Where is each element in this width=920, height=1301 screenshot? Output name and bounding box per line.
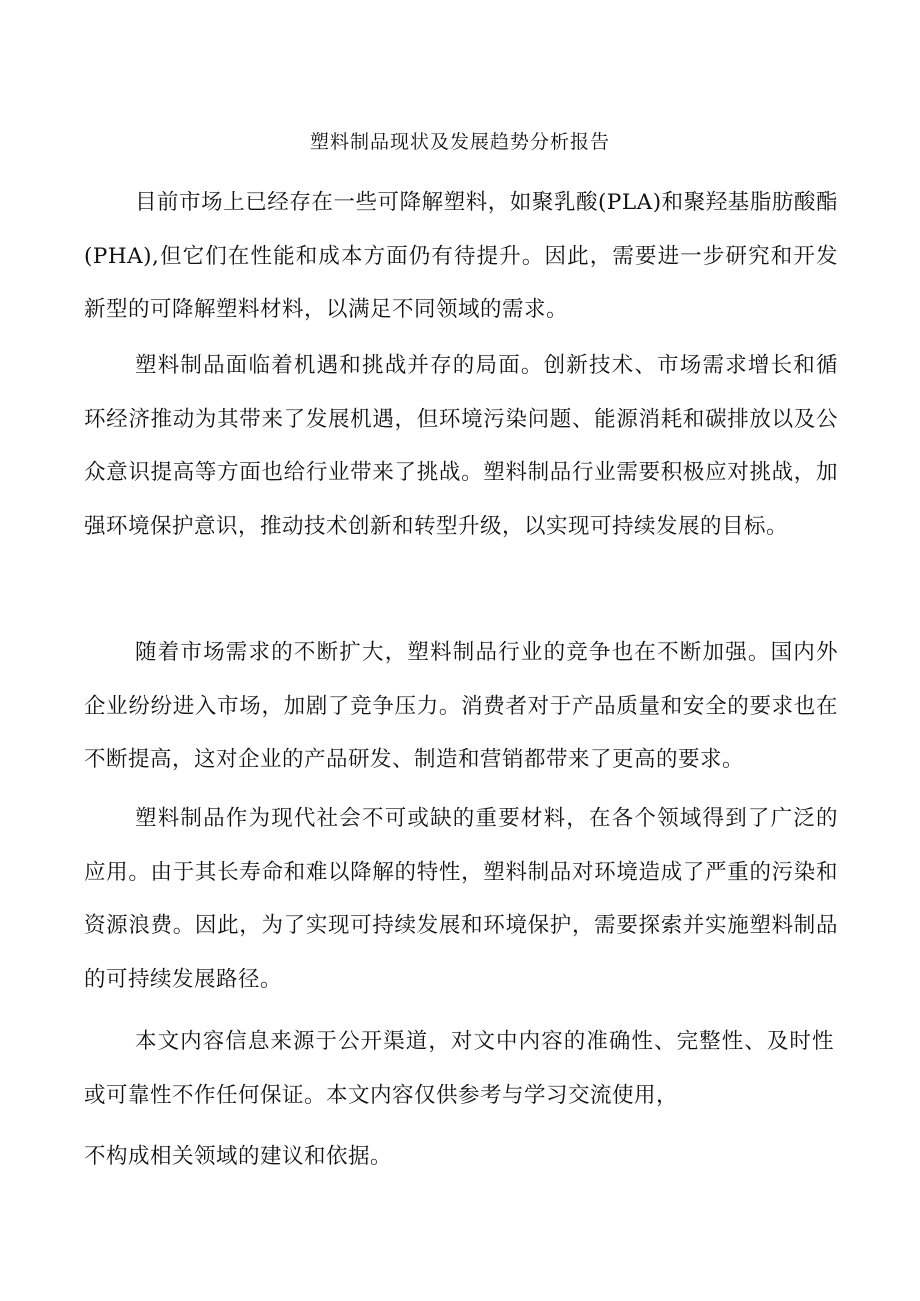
paragraph-sustainable-development: 塑料制品作为现代社会不可或缺的重要材料，在各个领域得到了广泛的应用。由于其长寿命和难以降解的特性，塑料制品对环境造成了严重的污染和资源浪费。因此，为了实现可持续发展和环境保护，需要探索并实施塑料制品的可持续发展路径。 [84, 806, 838, 992]
paragraph-opportunities-challenges: 塑料制品面临着机遇和挑战并存的局面。创新技术、市场需求增长和循环经济推动为其带来了发展机遇，但环境污染问题、能源消耗和碳排放以及公众意识提高等方面也给行业带来了挑战。塑料制品行业需要积极应对挑战，加强环境保护意识，推动技术创新和转型升级，以实现可持续发展的目标。 [84, 353, 838, 539]
document-title: 塑料制品现状及发展趋势分析报告 [309, 131, 610, 153]
paragraph-biodegradable-plastics: 目前市场上已经存在一些可降解塑料，如聚乳酸(PLA)和聚羟基脂肪酸酯(PHA),但它们在性能和成本方面仍有待提升。因此，需要进一步研究和开发新型的可降解塑料材料，以满足不同领域的需求。 [84, 190, 838, 322]
paragraph-disclaimer: 本文内容信息来源于公开渠道，对文中内容的准确性、完整性、及时性或可靠性不作任何保证。本文内容仅供参考与学习交流使用， [84, 1029, 834, 1108]
paragraph-disclaimer-end: 不构成相关领域的建议和依据。 [84, 1144, 393, 1169]
paragraph-market-competition: 随着市场需求的不断扩大，塑料制品行业的竞争也在不断加强。国内外企业纷纷进入市场，加剧了竞争压力。消费者对于产品质量和安全的要求也在不断提高，这对企业的产品研发、制造和营销都带来了更高的要求。 [84, 640, 838, 772]
